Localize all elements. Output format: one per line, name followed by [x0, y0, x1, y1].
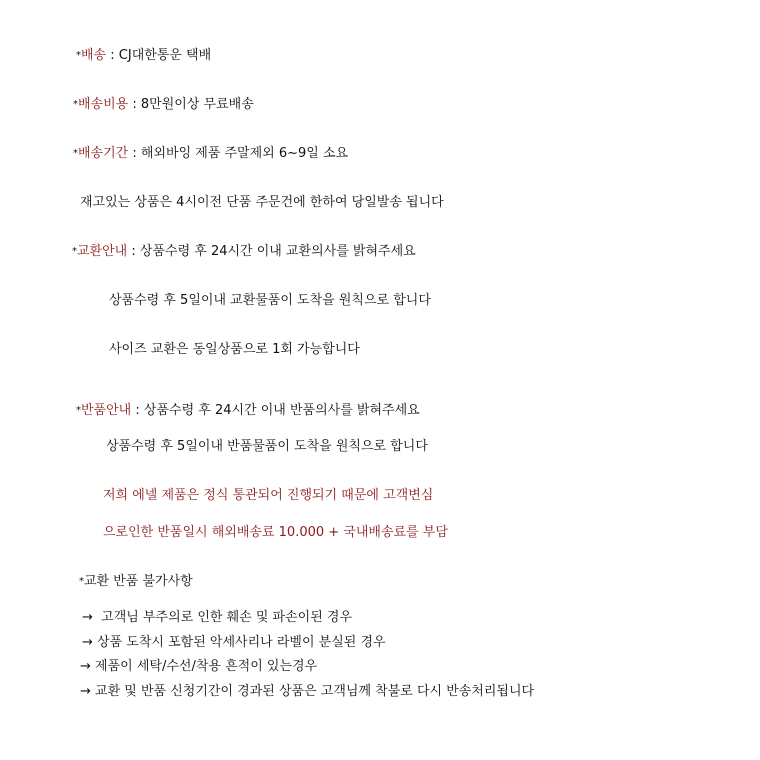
shipping-fee-label: 배송비용: [78, 97, 129, 112]
shipping-line: [76, 47, 211, 66]
bullet-star-icon: *: [79, 576, 84, 587]
bullet-star-icon: *: [73, 99, 78, 110]
shipping-fee-value: 8만원이상 무료배송: [140, 97, 254, 112]
not-allowed-item: [82, 634, 386, 652]
not-allowed-item-text: 고객님 부주의로 인한 훼손 및 파손이된 경우: [101, 610, 353, 625]
exchange-value: 상품수령 후 24시간 이내 교환의사를 밝혀주세요: [139, 244, 416, 259]
not-allowed-item-text: 상품 도착시 포함된 악세사리나 라벨이 분실된 경우: [97, 635, 386, 650]
return-warning-2: 으로인한 반품일시 해외배송료 10.000 + 국내배송료를 부담: [103, 525, 448, 540]
return-line-2: 상품수령 후 5일이내 반품물품이 도착을 원칙으로 합니다: [106, 439, 428, 454]
not-allowed-item: [82, 609, 352, 627]
shipping-period-label: 배송기간: [78, 146, 129, 161]
shipping-period-line: [73, 145, 348, 164]
separator: :: [131, 403, 144, 418]
shipping-label: 배송: [81, 48, 107, 63]
not-allowed-title-line: [79, 573, 193, 592]
bullet-star-icon: *: [76, 405, 81, 416]
return-label: 반품안내: [81, 403, 132, 418]
not-allowed-item: [80, 658, 317, 676]
separator: :: [127, 244, 140, 259]
not-allowed-title: 교환 반품 불가사항: [84, 574, 193, 589]
stock-note: 재고있는 상품은 4시이전 단품 주문건에 한하여 당일발송 됩니다: [80, 195, 444, 210]
bullet-star-icon: *: [72, 246, 77, 257]
arrow-right-icon: →: [82, 610, 93, 625]
return-value: 상품수령 후 24시간 이내 반품의사를 밝혀주세요: [143, 403, 420, 418]
arrow-right-icon: →: [80, 684, 91, 699]
exchange-line-2: 상품수령 후 5일이내 교환물품이 도착을 원칙으로 합니다: [109, 293, 431, 308]
shipping-period-value: 해외바잉 제품 주말제외 6~9일 소요: [140, 146, 349, 161]
arrow-right-icon: →: [80, 659, 91, 674]
not-allowed-item: [80, 683, 534, 701]
arrow-right-icon: →: [82, 635, 93, 650]
exchange-line-3: 사이즈 교환은 동일상품으로 1회 가능합니다: [109, 342, 360, 357]
return-warning-1: 저희 에넬 제품은 정식 통관되어 진행되기 때문에 고객변심: [103, 488, 434, 503]
shipping-fee-line: [73, 96, 254, 115]
separator: :: [128, 146, 141, 161]
return-line: [76, 402, 420, 421]
not-allowed-item-text: 제품이 세탁/수선/착용 흔적이 있는경우: [95, 659, 318, 674]
exchange-label: 교환안내: [77, 244, 128, 259]
separator: :: [106, 48, 119, 63]
shipping-value: CJ대한통운 택배: [118, 48, 212, 63]
bullet-star-icon: *: [76, 50, 81, 61]
separator: :: [128, 97, 141, 112]
exchange-line: [72, 243, 416, 262]
not-allowed-item-text: 교환 및 반품 신청기간이 경과된 상품은 고객님께 착불로 다시 반송처리됩니다: [95, 684, 535, 699]
bullet-star-icon: *: [73, 148, 78, 159]
